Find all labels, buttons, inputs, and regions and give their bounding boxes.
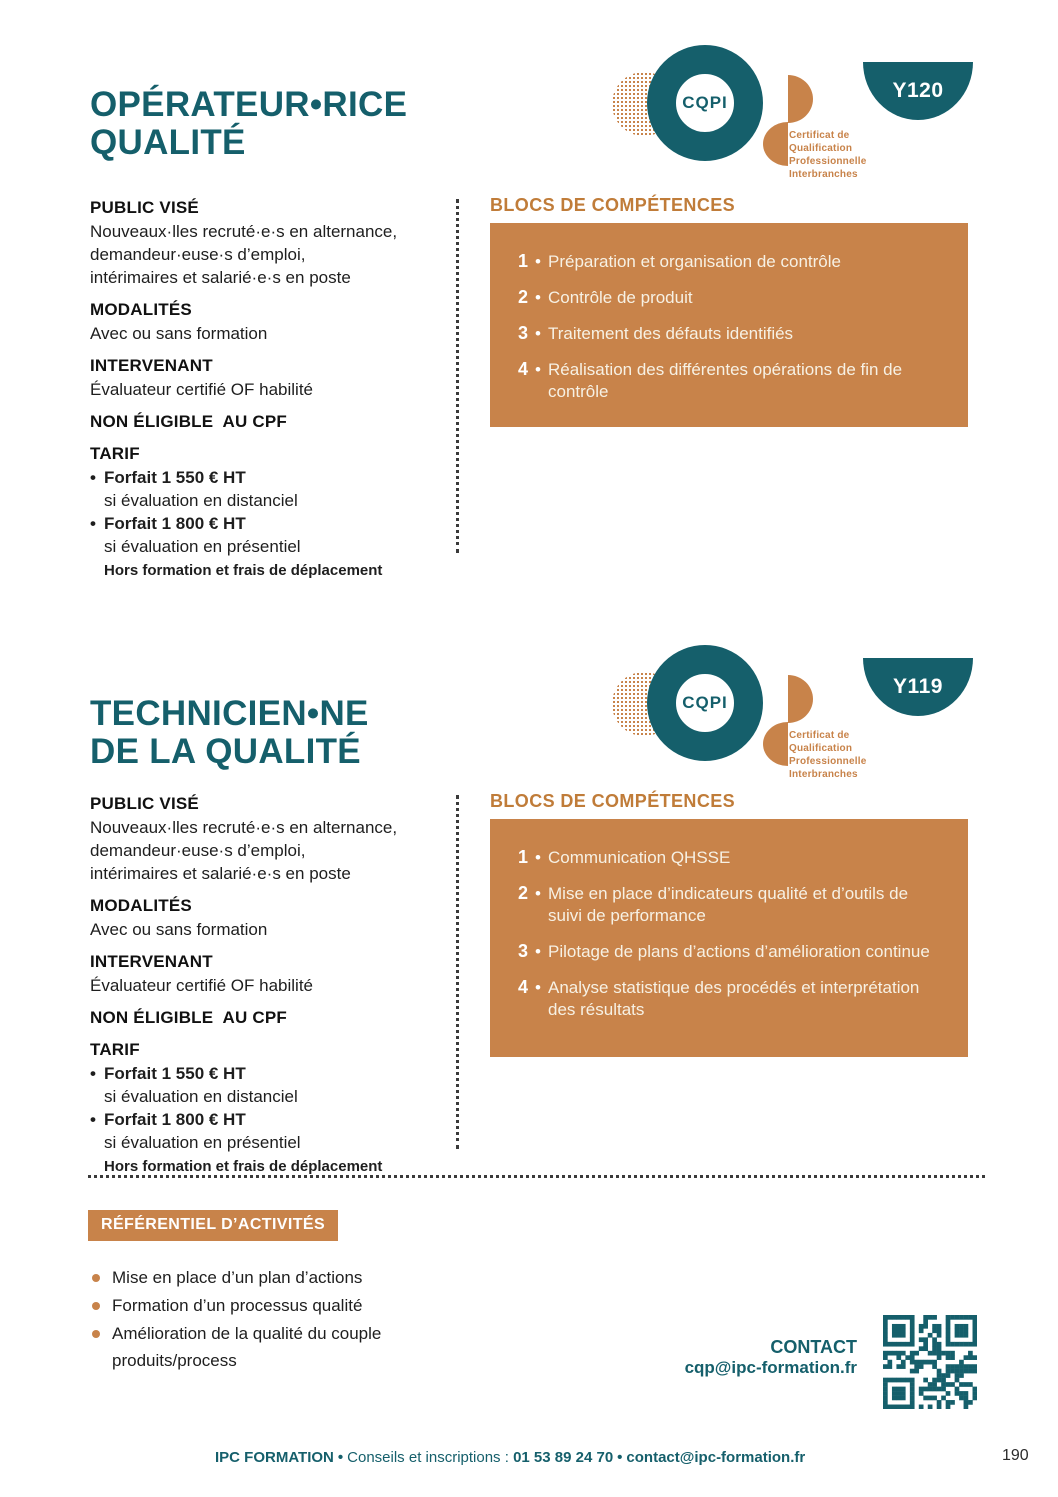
bloc-item: 4 • Réalisation des différentes opérations de fin de contrôle	[517, 359, 903, 401]
modalites-heading: MODALITÉS	[90, 300, 192, 319]
page-title	[90, 86, 407, 162]
half-disc-icon	[788, 675, 813, 723]
public-vise-text: Nouveaux·lles recruté·e·s en alternance, demandeur·euse·s d’emploi, intérimaires et salarié·e·s en poste	[90, 222, 398, 287]
half-disc-icon	[763, 122, 788, 166]
contact-label: CONTACT	[770, 1337, 857, 1357]
tarif-note: Hors formation et frais de déplacement	[104, 1158, 383, 1175]
bullet-icon	[92, 1302, 100, 1310]
intervenant-text: Évaluateur certifié OF habilité	[90, 976, 313, 995]
bullet-icon: •	[535, 288, 541, 307]
contact-block	[600, 1337, 857, 1378]
blocs-heading: BLOCS DE COMPÉTENCES	[490, 791, 736, 811]
footer-email: contact@ipc-formation.fr	[626, 1449, 806, 1466]
half-disc-icon	[788, 75, 813, 123]
separator-dot: •	[337, 1449, 344, 1466]
tarif-item: • Forfait 1 550 € HT	[90, 1064, 246, 1083]
dotted-vertical-divider	[456, 795, 459, 1149]
cqpi-logo	[610, 40, 890, 190]
referentiel-list	[90, 1264, 510, 1375]
list-item: Mise en place d’un plan d’actions	[90, 1264, 510, 1291]
blocs-box	[490, 819, 968, 1057]
intervenant-heading: INTERVENANT	[90, 952, 213, 971]
bullet-icon: •	[535, 978, 541, 997]
title-line1: TECHNICIEN•NE	[90, 694, 369, 733]
page-number: 190	[1002, 1447, 1029, 1464]
modalites-heading: MODALITÉS	[90, 896, 192, 915]
code-badge: Y119	[863, 658, 973, 716]
bloc-item: 1 • Communication QHSSE	[517, 847, 731, 867]
bloc-item: 1 • Préparation et organisation de contrôle	[517, 251, 841, 271]
dotted-horizontal-divider	[88, 1175, 985, 1178]
separator-dot: •	[617, 1449, 623, 1466]
referentiel-heading: RÉFÉRENTIEL D’ACTIVITÉS	[88, 1210, 338, 1241]
tarif-note: Hors formation et frais de déplacement	[104, 562, 383, 579]
bloc-item: 3 • Traitement des défauts identifiés	[517, 323, 794, 343]
bullet-icon: •	[90, 1064, 96, 1083]
info-column: PUBLIC VISÉ Nouveaux·lles recruté·e·s en alternance, demandeur·euse·s d’emploi, intérimaires et salarié·e·s en poste MODALITÉS Avec ou sans formation INTERVENANT Évaluateur certifié OF habilité NON ÉLIGIBLE AU CPF TARIF • Forfait 1 550 € HT si évaluation en distanciel • Forfait 1 800 € HT si évaluation en présentiel Hors formation et frais de déplacement	[90, 792, 468, 1178]
footer-brand: IPC FORMATION	[215, 1449, 334, 1466]
title-line2: QUALITÉ	[90, 123, 246, 162]
bloc-item: 4 • Analyse statistique des procédés et interprétation des résultats	[517, 977, 920, 1019]
qr-code	[883, 1315, 977, 1409]
blocs-column	[490, 791, 968, 1057]
half-disc-icon	[763, 722, 788, 766]
bullet-icon: •	[90, 1110, 96, 1129]
footer-text: Conseils et inscriptions :	[347, 1449, 509, 1466]
blocs-heading: BLOCS DE COMPÉTENCES	[490, 195, 736, 215]
dotted-vertical-divider	[456, 199, 459, 553]
bullet-icon: •	[535, 848, 541, 867]
cqpi-brand: CQPI	[682, 93, 728, 112]
public-vise-text: Nouveaux·lles recruté·e·s en alternance, demandeur·euse·s d’emploi, intérimaires et salarié·e·s en poste	[90, 818, 398, 883]
public-vise-heading: PUBLIC VISÉ	[90, 794, 199, 813]
bullet-icon: •	[535, 360, 541, 379]
cqpi-caption: Certificat de Qualification Professionnelle Interbranches	[789, 130, 867, 180]
intervenant-text: Évaluateur certifié OF habilité	[90, 380, 313, 399]
tarif-heading: TARIF	[90, 444, 140, 463]
eligibilite-text: NON ÉLIGIBLE AU CPF	[90, 1008, 287, 1027]
cqpi-caption: Certificat de Qualification Professionnelle Interbranches	[789, 730, 867, 780]
intervenant-heading: INTERVENANT	[90, 356, 213, 375]
title-line1: OPÉRATEUR•RICE	[90, 85, 408, 124]
public-vise-heading: PUBLIC VISÉ	[90, 198, 199, 217]
footer	[215, 1449, 805, 1466]
bullet-icon: •	[535, 324, 541, 343]
page-title	[90, 695, 369, 771]
cqpi-brand: CQPI	[682, 693, 728, 712]
blocs-column	[490, 195, 968, 427]
list-item: Amélioration de la qualité du couple produits/process	[90, 1320, 510, 1374]
bullet-icon: •	[90, 468, 96, 487]
contact-email: cqp@ipc-formation.fr	[684, 1358, 857, 1377]
bloc-item: 3 • Pilotage de plans d’actions d’amélioration continue	[517, 941, 930, 961]
cqpi-logo	[610, 640, 890, 790]
code-badge: Y120	[863, 62, 973, 120]
bullet-icon	[92, 1330, 100, 1338]
tarif-item: • Forfait 1 800 € HT	[90, 1110, 246, 1129]
bullet-icon: •	[535, 884, 541, 903]
tarif-item: • Forfait 1 800 € HT	[90, 514, 246, 533]
list-item: Formation d’un processus qualité	[90, 1292, 510, 1319]
tarif-heading: TARIF	[90, 1040, 140, 1059]
bloc-item: 2 • Contrôle de produit	[517, 287, 693, 307]
bloc-item: 2 • Mise en place d’indicateurs qualité et d’outils de suivi de performance	[517, 883, 909, 925]
tarif-item: • Forfait 1 550 € HT	[90, 468, 246, 487]
profile-technicien-qualite	[0, 596, 1058, 1175]
footer-phone: 01 53 89 24 70	[513, 1449, 614, 1466]
eligibilite-text: NON ÉLIGIBLE AU CPF	[90, 412, 287, 431]
bullet-icon: •	[535, 252, 541, 271]
blocs-box	[490, 223, 968, 427]
bullet-icon: •	[535, 942, 541, 961]
info-column: PUBLIC VISÉ Nouveaux·lles recruté·e·s en alternance, demandeur·euse·s d’emploi, intérimaires et salarié·e·s en poste MODALITÉS Avec ou sans formation INTERVENANT Évaluateur certifié OF habilité NON ÉLIGIBLE AU CPF TARIF • Forfait 1 550 € HT si évaluation en distanciel • Forfait 1 800 € HT si évaluation en présentiel Hors formation et frais de déplacement	[90, 196, 468, 582]
modalites-text: Avec ou sans formation	[90, 920, 268, 939]
bullet-icon	[92, 1274, 100, 1282]
bullet-icon: •	[90, 514, 96, 533]
profile-operateur-qualite	[0, 0, 1058, 596]
title-line2: DE LA QUALITÉ	[90, 732, 361, 771]
modalites-text: Avec ou sans formation	[90, 324, 268, 343]
